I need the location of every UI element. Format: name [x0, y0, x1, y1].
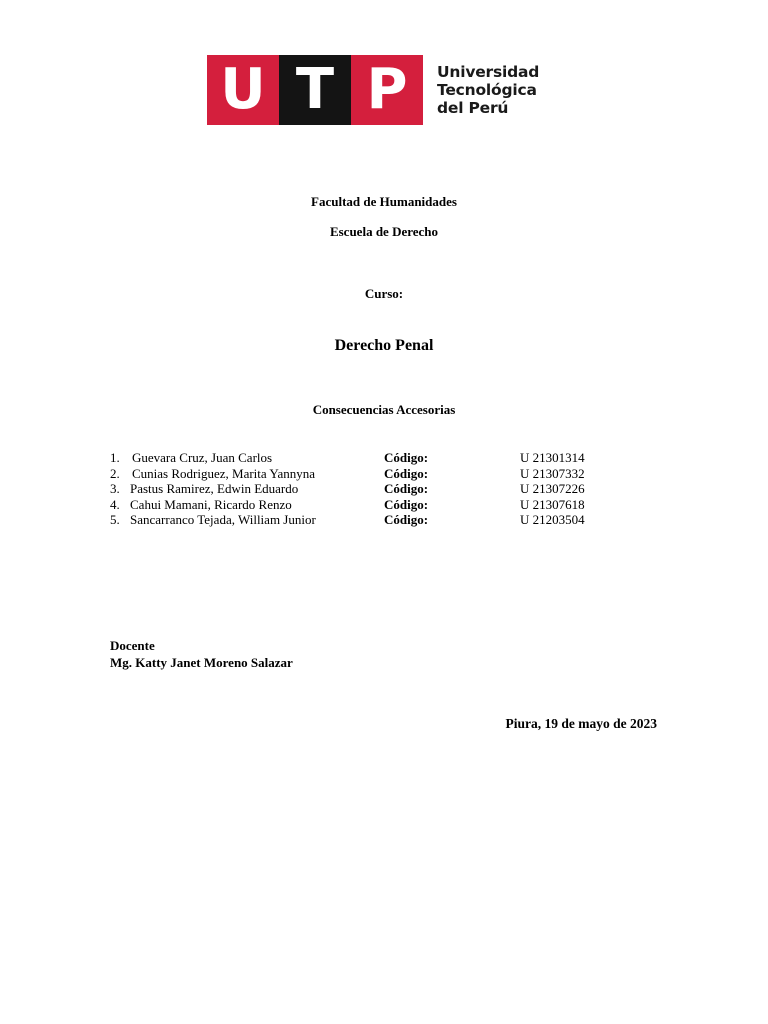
logo-wordmark [437, 55, 539, 125]
logo-letter-p: P [351, 55, 423, 125]
logo-text-line-2: Tecnológica [437, 81, 537, 99]
logo-letter-t: T [279, 55, 351, 125]
logo-text-line-1: Universidad [437, 63, 540, 81]
student-row [110, 466, 670, 482]
student-name: Cahui Mamani, Ricardo Renzo [130, 496, 292, 512]
student-code: U 21301314 [520, 450, 585, 465]
student-code: U 21307618 [520, 496, 585, 512]
student-name: Cunias Rodriguez, Marita Yannyna [132, 465, 316, 481]
school-heading: Escuela de Derecho [329, 224, 439, 239]
docente-label: Docente [110, 638, 155, 653]
student-name: Guevara Cruz, Juan Carlos [132, 450, 273, 465]
student-number: 3. [110, 481, 120, 496]
student-row [110, 481, 670, 497]
course-title: Derecho Penal [334, 337, 434, 354]
student-code: U 21307332 [520, 465, 585, 481]
logo-letter-u: U [207, 55, 279, 125]
student-code-label: Código: [384, 481, 429, 496]
student-list [110, 450, 670, 528]
student-code-label: Código: [384, 450, 429, 465]
docente-name: Mg. Katty Janet Moreno Salazar [110, 655, 293, 670]
student-row [110, 512, 670, 528]
student-row [110, 497, 670, 513]
docente-block [110, 637, 293, 671]
student-code: U 21203504 [520, 512, 585, 527]
student-number: 2. [110, 465, 120, 481]
topic-heading: Consecuencias Accesorias [312, 402, 456, 417]
student-code: U 21307226 [520, 481, 585, 496]
logo-text-line-3: del Perú [437, 99, 509, 117]
student-row [110, 450, 670, 466]
student-code-label: Código: [384, 512, 429, 527]
student-name: Sancarranco Tejada, William Junior [130, 512, 316, 527]
student-number: 5. [110, 512, 120, 527]
student-code-label: Código: [384, 465, 429, 481]
student-code-label: Código: [384, 496, 429, 512]
student-number: 1. [110, 450, 120, 465]
course-label: Curso: [364, 286, 404, 301]
student-number: 4. [110, 496, 120, 512]
faculty-heading: Facultad de Humanidades [311, 194, 457, 209]
place-date: Piura, 19 de mayo de 2023 [505, 716, 657, 731]
utp-logo [207, 55, 547, 125]
student-name: Pastus Ramirez, Edwin Eduardo [130, 481, 299, 496]
